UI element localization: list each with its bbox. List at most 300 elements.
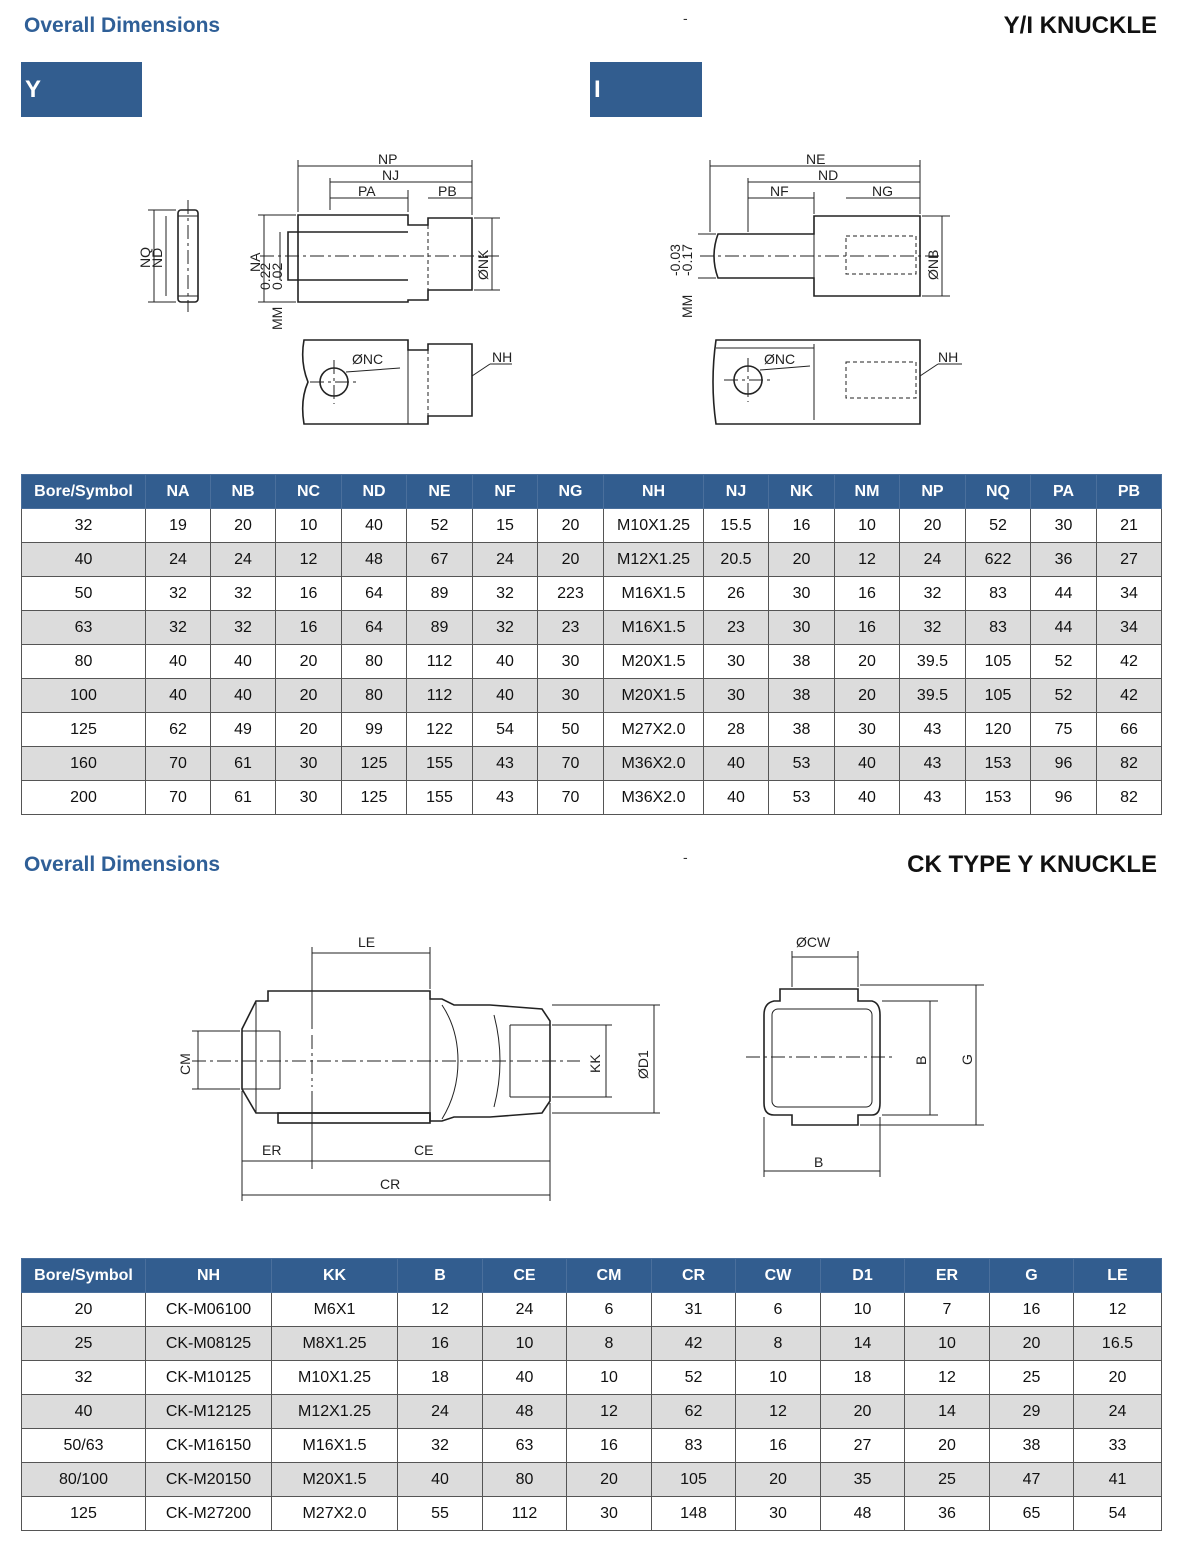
column-header: NP — [900, 475, 966, 509]
table-cell: 42 — [652, 1327, 736, 1361]
table-cell: 12 — [835, 543, 900, 577]
table-cell: 30 — [736, 1497, 821, 1531]
table-cell: 10 — [276, 509, 342, 543]
table-cell: 20 — [538, 509, 604, 543]
column-header: CR — [652, 1259, 736, 1293]
table-cell: 49 — [211, 713, 276, 747]
table-cell: CK-M20150 — [146, 1463, 272, 1497]
table-cell: 7 — [905, 1293, 990, 1327]
column-header: NM — [835, 475, 900, 509]
table-cell: 64 — [342, 577, 407, 611]
label-np: PA — [358, 183, 376, 199]
table-cell: 16 — [990, 1293, 1074, 1327]
label-d1: ØD1 — [635, 1050, 651, 1079]
table-cell: CK-M06100 — [146, 1293, 272, 1327]
table-row — [22, 1497, 1162, 1531]
label-na: NA — [247, 252, 263, 272]
table-cell: 30 — [538, 679, 604, 713]
table-cell: 10 — [736, 1361, 821, 1395]
table-cell: 10 — [567, 1361, 652, 1395]
table-cell: 26 — [704, 577, 769, 611]
table-cell: 10 — [483, 1327, 567, 1361]
table-cell: 27 — [1097, 543, 1162, 577]
table-cell: 42 — [1097, 645, 1162, 679]
table-cell: 200 — [22, 781, 146, 815]
table-row — [22, 645, 1162, 679]
column-header: Bore/Symbol — [22, 475, 146, 509]
column-header: CM — [567, 1259, 652, 1293]
table-cell: 38 — [769, 679, 835, 713]
table-cell: 20 — [1074, 1361, 1162, 1395]
table-cell: 32 — [146, 611, 211, 645]
table-cell: 6 — [567, 1293, 652, 1327]
table-cell: 82 — [1097, 747, 1162, 781]
table-cell: 20 — [835, 645, 900, 679]
table-cell: 38 — [990, 1429, 1074, 1463]
table-row — [22, 747, 1162, 781]
table-cell: 16 — [276, 577, 342, 611]
table-cell: 20 — [538, 543, 604, 577]
table-header-row — [22, 1259, 1162, 1293]
table-cell: 148 — [652, 1497, 736, 1531]
table-cell: 12 — [736, 1395, 821, 1429]
table-cell: M16X1.5 — [604, 611, 704, 645]
table-cell: M20X1.5 — [604, 679, 704, 713]
table-header-row — [22, 475, 1162, 509]
table-cell: 40 — [146, 645, 211, 679]
table-cell: 105 — [966, 645, 1031, 679]
table-cell: 40 — [704, 781, 769, 815]
column-header: NA — [146, 475, 211, 509]
column-header: NC — [276, 475, 342, 509]
table-cell: 38 — [769, 713, 835, 747]
table-cell: 24 — [398, 1395, 483, 1429]
table-cell: 15 — [473, 509, 538, 543]
column-header: CW — [736, 1259, 821, 1293]
diagram-i-knuckle — [660, 140, 980, 440]
table-cell: 54 — [473, 713, 538, 747]
product-title: Y/I KNUCKLE — [1003, 12, 1157, 39]
table-cell: 64 — [342, 611, 407, 645]
table-cell: 80 — [483, 1463, 567, 1497]
table-cell: 40 — [22, 1395, 146, 1429]
label-cw: ØCW — [796, 934, 831, 950]
table-cell: 40 — [473, 645, 538, 679]
label-ce: CE — [414, 1142, 434, 1158]
section-title: Overall Dimensions — [24, 14, 221, 37]
table-cell: M20X1.5 — [272, 1463, 398, 1497]
table-cell: 20 — [276, 713, 342, 747]
table-cell: 100 — [22, 679, 146, 713]
table-cell: 622 — [966, 543, 1031, 577]
table-cell: 63 — [22, 611, 146, 645]
table-cell: 62 — [652, 1395, 736, 1429]
table-cell: 48 — [483, 1395, 567, 1429]
table-cell: 30 — [276, 747, 342, 781]
table-cell: 12 — [276, 543, 342, 577]
table-cell: 20 — [567, 1463, 652, 1497]
table-cell: M12X1.25 — [604, 543, 704, 577]
table-cell: 52 — [966, 509, 1031, 543]
table-cell: M8X1.25 — [272, 1327, 398, 1361]
label-nc: ØNC — [352, 351, 384, 367]
table-cell: 67 — [407, 543, 473, 577]
table-cell: 32 — [146, 577, 211, 611]
header-dash: - — [683, 10, 688, 26]
column-header: D1 — [821, 1259, 905, 1293]
table-cell: 52 — [1031, 679, 1097, 713]
table-cell: 66 — [1097, 713, 1162, 747]
table-cell: 43 — [900, 747, 966, 781]
table-cell: M6X1 — [272, 1293, 398, 1327]
table-cell: 40 — [835, 781, 900, 815]
table-cell: 223 — [538, 577, 604, 611]
table-row — [22, 679, 1162, 713]
table-cell: 153 — [966, 747, 1031, 781]
label-g: G — [959, 1054, 975, 1065]
table-cell: 16 — [398, 1327, 483, 1361]
table-row — [22, 577, 1162, 611]
table-cell: 25 — [990, 1361, 1074, 1395]
table-cell: M20X1.5 — [604, 645, 704, 679]
label-nc: ØNC — [764, 351, 796, 367]
table-cell: 160 — [22, 747, 146, 781]
table-cell: 80/100 — [22, 1463, 146, 1497]
table-cell: M10X1.25 — [604, 509, 704, 543]
column-header: NH — [146, 1259, 272, 1293]
table-row — [22, 1429, 1162, 1463]
table-cell: 153 — [966, 781, 1031, 815]
column-header: NJ — [704, 475, 769, 509]
table-row — [22, 543, 1162, 577]
type-y-label: Y — [21, 62, 142, 117]
table-cell: 40 — [211, 679, 276, 713]
table-cell: 34 — [1097, 577, 1162, 611]
section-title-2: Overall Dimensions — [24, 853, 221, 876]
table-cell: 55 — [398, 1497, 483, 1531]
column-header: B — [398, 1259, 483, 1293]
label-kk: KK — [587, 1054, 603, 1073]
table-cell: CK-M08125 — [146, 1327, 272, 1361]
table-cell: 16.5 — [1074, 1327, 1162, 1361]
table-cell: 40 — [704, 747, 769, 781]
table-row — [22, 1395, 1162, 1429]
table-cell: 20 — [990, 1327, 1074, 1361]
table-cell: M10X1.25 — [272, 1361, 398, 1395]
label-nk: ØNK — [475, 249, 491, 280]
table-cell: 112 — [483, 1497, 567, 1531]
table-cell: CK-M10125 — [146, 1361, 272, 1395]
table-cell: 47 — [990, 1463, 1074, 1497]
table-cell: 31 — [652, 1293, 736, 1327]
table-cell: 25 — [22, 1327, 146, 1361]
column-header: PB — [1097, 475, 1162, 509]
table-cell: 40 — [398, 1463, 483, 1497]
column-header: Bore/Symbol — [22, 1259, 146, 1293]
table-cell: 80 — [342, 679, 407, 713]
table-cell: 21 — [1097, 509, 1162, 543]
label-ng: NG — [872, 183, 893, 199]
table-cell: 41 — [1074, 1463, 1162, 1497]
table-cell: M36X2.0 — [604, 781, 704, 815]
table-cell: 30 — [769, 611, 835, 645]
table-cell: 39.5 — [900, 645, 966, 679]
table-cell: 40 — [473, 679, 538, 713]
table-cell: 20 — [769, 543, 835, 577]
table-cell: 32 — [900, 611, 966, 645]
table-cell: 43 — [900, 713, 966, 747]
table-cell: 53 — [769, 747, 835, 781]
table-cell: 20 — [736, 1463, 821, 1497]
table-cell: 12 — [1074, 1293, 1162, 1327]
table-cell: CK-M12125 — [146, 1395, 272, 1429]
label-b-vertical: B — [913, 1055, 929, 1065]
label-nd: ND — [818, 167, 839, 183]
table-cell: 8 — [567, 1327, 652, 1361]
table-cell: 105 — [652, 1463, 736, 1497]
table-cell: 61 — [211, 747, 276, 781]
table-cell: 48 — [342, 543, 407, 577]
table-cell: 105 — [966, 679, 1031, 713]
table-cell: 30 — [567, 1497, 652, 1531]
table-cell: 70 — [538, 781, 604, 815]
table-cell: 24 — [211, 543, 276, 577]
table-cell: 10 — [835, 509, 900, 543]
label-mm: MM — [269, 306, 285, 330]
table-cell: 23 — [538, 611, 604, 645]
table-cell: 32 — [900, 577, 966, 611]
column-header: ND — [342, 475, 407, 509]
label-ne: NE — [806, 151, 826, 167]
table-cell: 50 — [538, 713, 604, 747]
table-cell: 155 — [407, 781, 473, 815]
column-header: NG — [538, 475, 604, 509]
table-cell: 25 — [905, 1463, 990, 1497]
table-cell: 54 — [1074, 1497, 1162, 1531]
table-cell: 24 — [473, 543, 538, 577]
table-cell: 80 — [342, 645, 407, 679]
table-cell: M27X2.0 — [272, 1497, 398, 1531]
table-cell: 96 — [1031, 747, 1097, 781]
table-cell: 30 — [538, 645, 604, 679]
table-cell: 34 — [1097, 611, 1162, 645]
table-cell: 53 — [769, 781, 835, 815]
ck-body — [242, 991, 550, 1121]
table-cell: 19 — [146, 509, 211, 543]
table-cell: M16X1.5 — [604, 577, 704, 611]
table-row — [22, 509, 1162, 543]
table-cell: 50 — [22, 577, 146, 611]
label-nq: NP — [378, 151, 398, 167]
table-cell: 20 — [276, 679, 342, 713]
table-cell: 52 — [407, 509, 473, 543]
table-cell: 52 — [1031, 645, 1097, 679]
table-cell: 125 — [342, 781, 407, 815]
column-header: NE — [407, 475, 473, 509]
table-cell: 155 — [407, 747, 473, 781]
table-cell: 35 — [821, 1463, 905, 1497]
table-cell: 16 — [567, 1429, 652, 1463]
table-row — [22, 1361, 1162, 1395]
table-cell: 20 — [835, 679, 900, 713]
table-cell: 112 — [407, 679, 473, 713]
table-cell: 32 — [22, 509, 146, 543]
label-pa: NQ — [137, 247, 153, 268]
table-cell: 20.5 — [704, 543, 769, 577]
table-cell: 32 — [22, 1361, 146, 1395]
table-cell: 40 — [146, 679, 211, 713]
column-header: ER — [905, 1259, 990, 1293]
table-cell: 83 — [652, 1429, 736, 1463]
dimensions-table-yi — [21, 474, 1162, 815]
column-header: LE — [1074, 1259, 1162, 1293]
table-cell: 40 — [342, 509, 407, 543]
table-cell: 83 — [966, 611, 1031, 645]
table-cell: 89 — [407, 577, 473, 611]
column-header: G — [990, 1259, 1074, 1293]
table-cell: 50/63 — [22, 1429, 146, 1463]
table-cell: 40 — [483, 1361, 567, 1395]
table-cell: 40 — [835, 747, 900, 781]
table-cell: 43 — [900, 781, 966, 815]
table-row — [22, 781, 1162, 815]
y-body-front — [298, 215, 472, 302]
column-header: PA — [1031, 475, 1097, 509]
label-tol-upper: 0.22 — [257, 262, 273, 290]
table-cell: 70 — [146, 781, 211, 815]
column-header: NQ — [966, 475, 1031, 509]
table-cell: 42 — [1097, 679, 1162, 713]
table-cell: 12 — [567, 1395, 652, 1429]
column-header: KK — [272, 1259, 398, 1293]
table-cell: 18 — [821, 1361, 905, 1395]
column-header: NB — [211, 475, 276, 509]
table-cell: 40 — [211, 645, 276, 679]
label-tol-lower: -0.17 — [679, 244, 695, 276]
table-cell: 30 — [769, 577, 835, 611]
diagram-y-knuckle — [120, 140, 540, 440]
table-cell: 125 — [342, 747, 407, 781]
label-le: LE — [358, 934, 376, 950]
table-cell: 83 — [966, 577, 1031, 611]
table-cell: 23 — [704, 611, 769, 645]
table-cell: 125 — [22, 713, 146, 747]
table-cell: 16 — [276, 611, 342, 645]
table-cell: CK-M16150 — [146, 1429, 272, 1463]
table-cell: 30 — [704, 679, 769, 713]
table-cell: 61 — [211, 781, 276, 815]
table-cell: 14 — [821, 1327, 905, 1361]
table-cell: CK-M27200 — [146, 1497, 272, 1531]
label-cm: CM — [177, 1053, 193, 1075]
table-cell: 10 — [905, 1327, 990, 1361]
column-header: CE — [483, 1259, 567, 1293]
table-cell: 20 — [900, 509, 966, 543]
table-row — [22, 611, 1162, 645]
table-cell: 40 — [22, 543, 146, 577]
table-cell: 65 — [990, 1497, 1074, 1531]
table-cell: 96 — [1031, 781, 1097, 815]
table-cell: 30 — [835, 713, 900, 747]
table-cell: 70 — [538, 747, 604, 781]
table-row — [22, 1463, 1162, 1497]
table-cell: 20 — [211, 509, 276, 543]
table-cell: 48 — [821, 1497, 905, 1531]
table-cell: 112 — [407, 645, 473, 679]
table-cell: 75 — [1031, 713, 1097, 747]
table-cell: 12 — [398, 1293, 483, 1327]
table-cell: 8 — [736, 1327, 821, 1361]
table-cell: 16 — [736, 1429, 821, 1463]
table-cell: 52 — [652, 1361, 736, 1395]
table-cell: 80 — [22, 645, 146, 679]
column-header: NK — [769, 475, 835, 509]
table-cell: 16 — [835, 577, 900, 611]
label-tol-upper: -0.03 — [667, 244, 683, 276]
table-cell: 28 — [704, 713, 769, 747]
table-row — [22, 713, 1162, 747]
label-mm: MM — [679, 294, 695, 318]
table-cell: 36 — [905, 1497, 990, 1531]
table-cell: 32 — [473, 611, 538, 645]
table-cell: 89 — [407, 611, 473, 645]
label-nb: ØNB — [925, 249, 941, 280]
table-cell: 32 — [211, 611, 276, 645]
product-title-2: CK TYPE Y KNUCKLE — [907, 851, 1157, 878]
table-cell: 33 — [1074, 1429, 1162, 1463]
label-nh: NH — [492, 349, 513, 365]
table-cell: 32 — [211, 577, 276, 611]
table-cell: 32 — [473, 577, 538, 611]
table-cell: 24 — [900, 543, 966, 577]
table-cell: 38 — [769, 645, 835, 679]
label-er: ER — [262, 1142, 282, 1158]
table-cell: 44 — [1031, 577, 1097, 611]
table-cell: M36X2.0 — [604, 747, 704, 781]
label-nf: NF — [770, 183, 789, 199]
header-dash-2: - — [683, 849, 688, 865]
label-nh: NH — [938, 349, 959, 365]
table-row — [22, 1327, 1162, 1361]
table-cell: 39.5 — [900, 679, 966, 713]
table-cell: 36 — [1031, 543, 1097, 577]
table-cell: 6 — [736, 1293, 821, 1327]
type-i-label: I — [590, 62, 702, 117]
table-cell: 43 — [473, 747, 538, 781]
table-cell: 30 — [276, 781, 342, 815]
table-cell: 20 — [905, 1429, 990, 1463]
table-cell: 24 — [1074, 1395, 1162, 1429]
table-cell: 125 — [22, 1497, 146, 1531]
i-body-top — [713, 340, 920, 424]
table-cell: 24 — [146, 543, 211, 577]
table-cell: 30 — [1031, 509, 1097, 543]
table-cell: 20 — [821, 1395, 905, 1429]
dimensions-table-ck — [21, 1258, 1162, 1531]
table-cell: 12 — [905, 1361, 990, 1395]
label-pb: ND — [149, 247, 165, 268]
table-cell: 16 — [769, 509, 835, 543]
table-cell: 18 — [398, 1361, 483, 1395]
label-b-horizontal: B — [814, 1154, 824, 1170]
column-header: NF — [473, 475, 538, 509]
table-cell: 82 — [1097, 781, 1162, 815]
table-cell: 10 — [821, 1293, 905, 1327]
table-cell: 20 — [22, 1293, 146, 1327]
table-cell: 14 — [905, 1395, 990, 1429]
table-cell: 16 — [835, 611, 900, 645]
table-cell: 24 — [483, 1293, 567, 1327]
